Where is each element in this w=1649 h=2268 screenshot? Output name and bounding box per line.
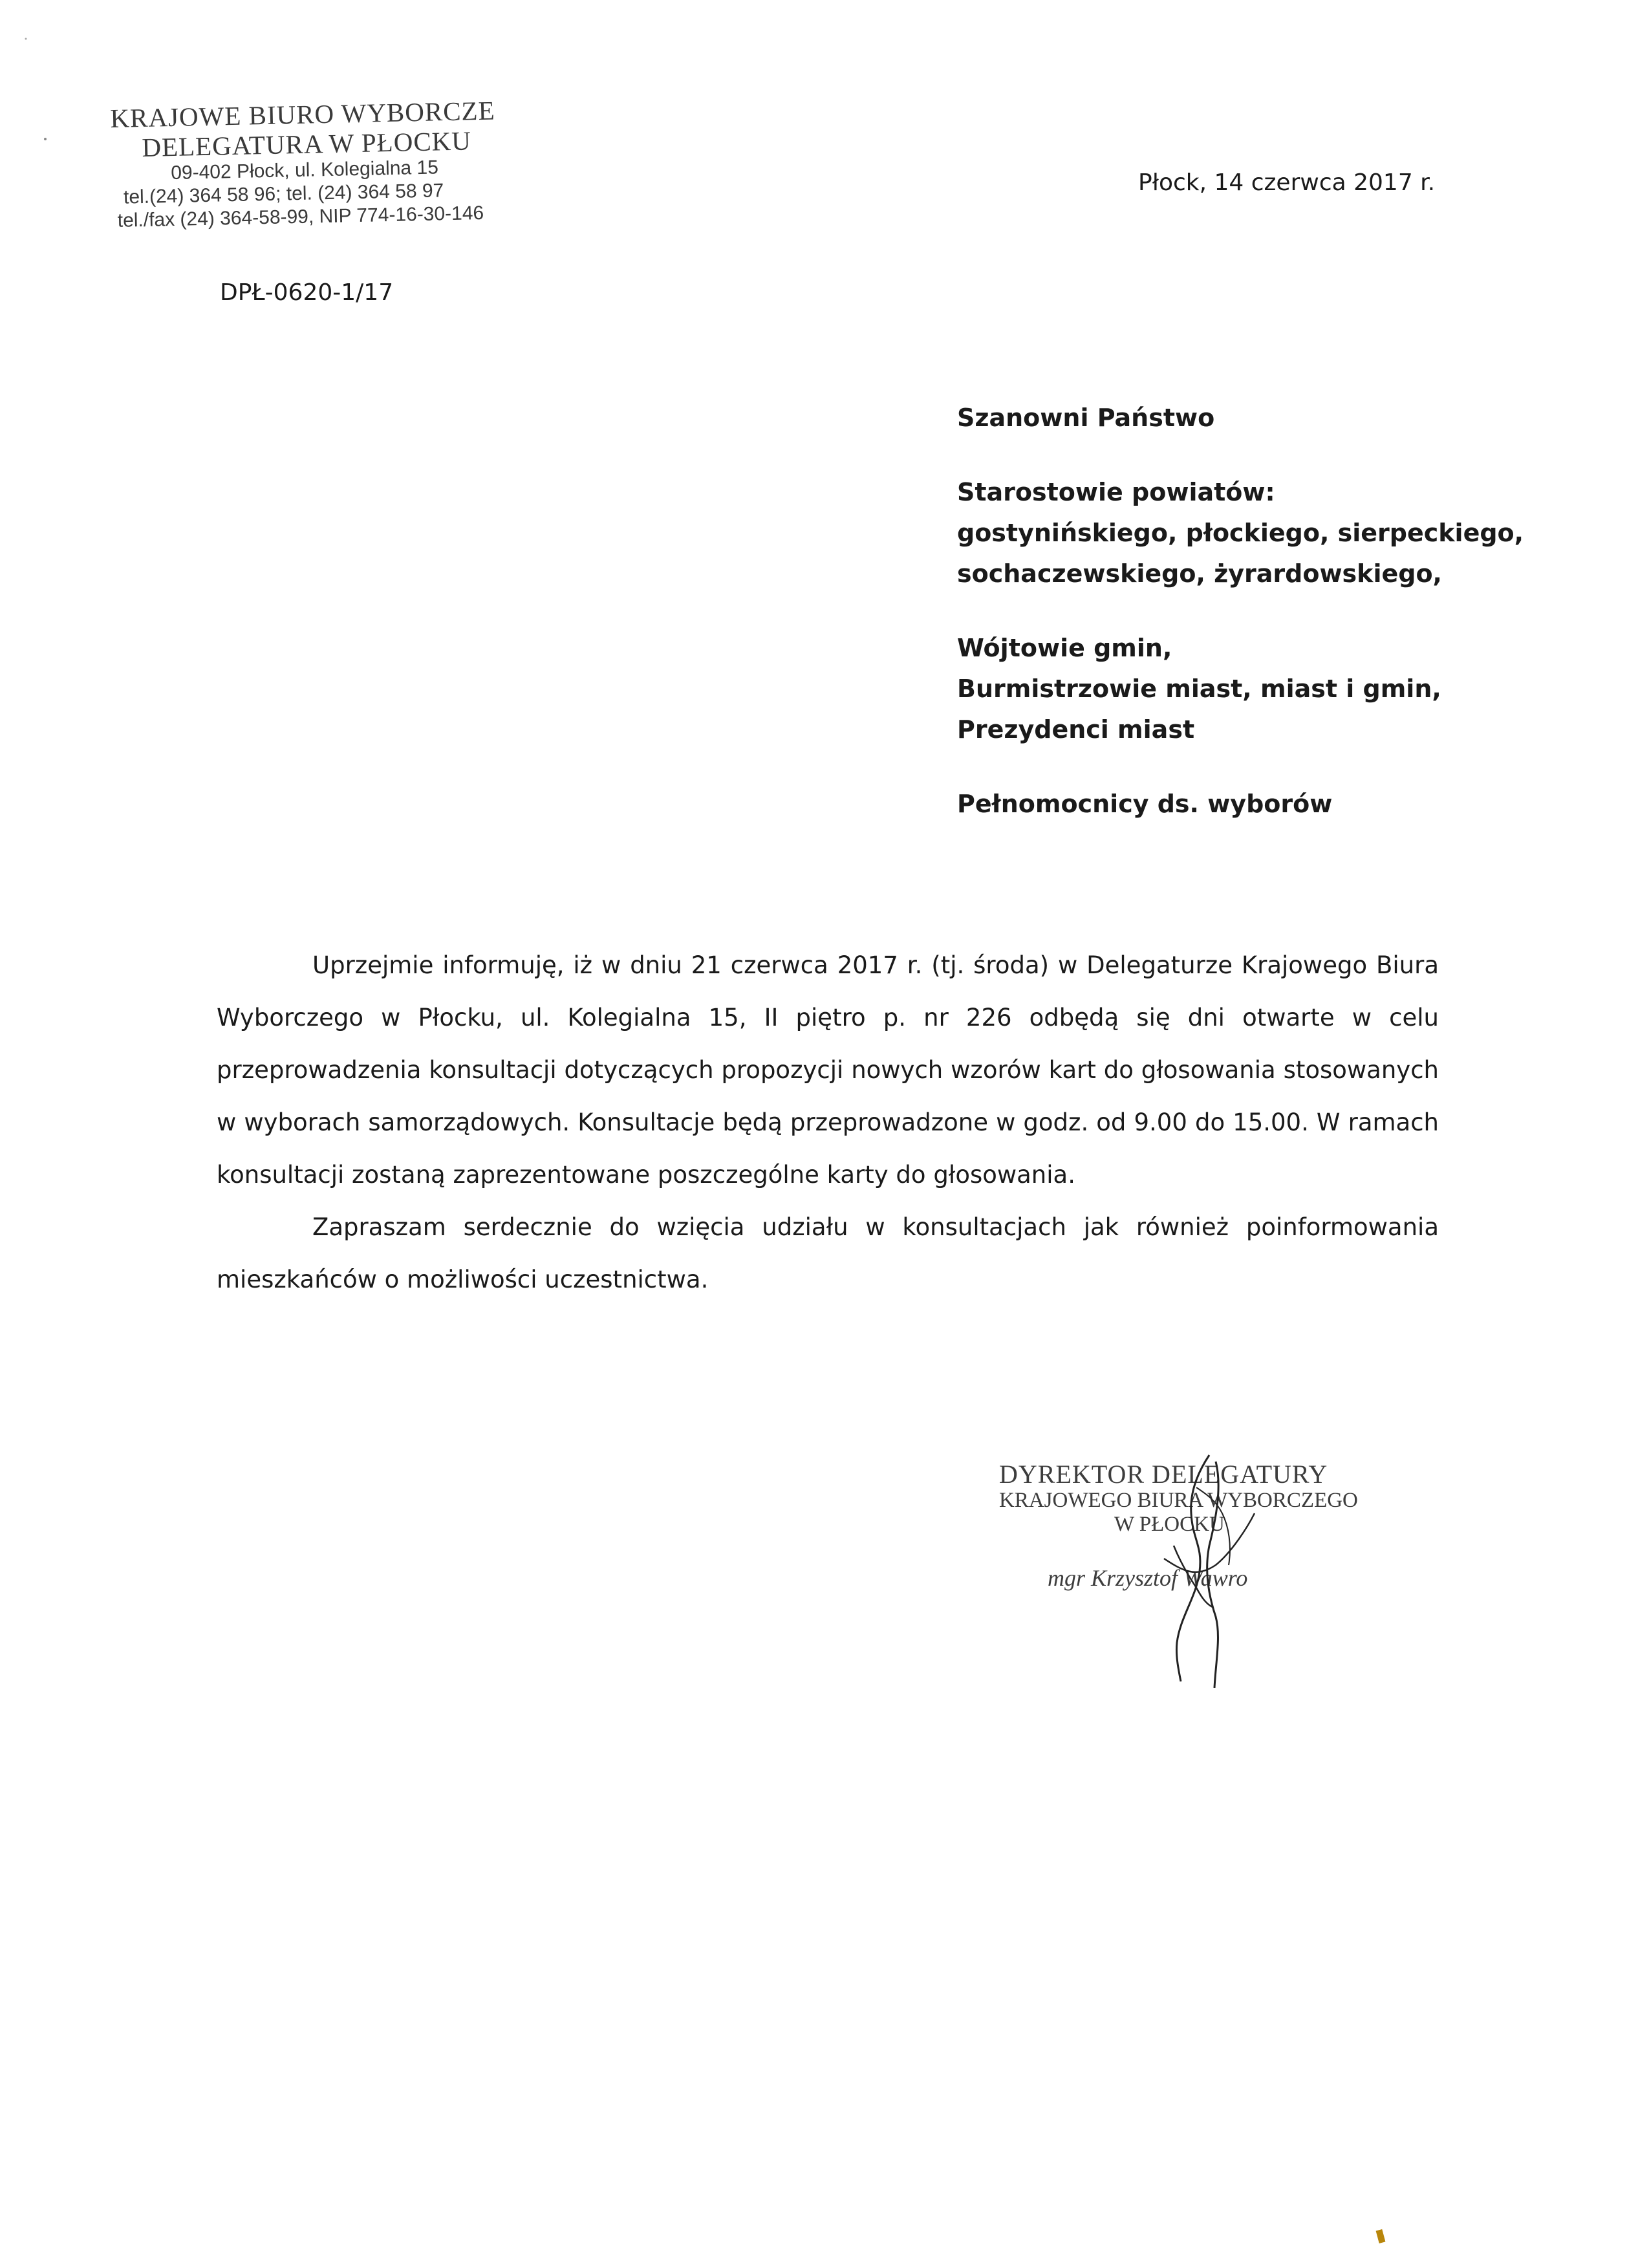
spacer xyxy=(957,594,1524,628)
signature-title-line3: W PŁOCKU xyxy=(1114,1513,1225,1536)
stamp-org-line2: DELEGATURA W PŁOCKU xyxy=(141,125,472,162)
pelnomocnicy: Pełnomocnicy ds. wyborów xyxy=(957,790,1333,818)
signature-name: mgr Krzysztof Wawro xyxy=(1048,1565,1248,1591)
body-paragraph-1: Uprzejmie informuję, iż w dniu 21 czerwca 2017 r. (tj. środa) w Delegaturze Krajowego Biura Wyborczego w Płocku, ul. Kolegialna 15, II piętro p. nr 226 odbędą się dni otwarte w celu przeprowadzenia konsultacji dotyczących propozycji nowych wzorów kart do głosowania stosowanych w wyborach samorządowych. Konsultacje będą przeprowadzone w godz. od 9.00 do 15.00. W ramach konsultacji zostaną zaprezentowane poszczególne karty do głosowania. xyxy=(217,951,1439,1189)
wojtowie: Wójtowie gmin, xyxy=(957,634,1172,662)
burmistrzowie: Burmistrzowie miast, miast i gmin, xyxy=(957,675,1441,703)
stamp-org-line1: KRAJOWE BIURO WYBORCZE xyxy=(110,95,496,133)
reference-number: DPŁ-0620-1/17 xyxy=(220,279,394,306)
starostowie-line2: sochaczewskiego, żyrardowskiego, xyxy=(957,559,1442,588)
salutation: Szanowni Państwo xyxy=(957,404,1215,432)
body-paragraph-2: Zapraszam serdecznie do wzięcia udziału w konsultacjach jak również poinformowania mieszkańców o możliwości uczestnictwa. xyxy=(217,1213,1439,1293)
stamp-address: 09-402 Płock, ul. Kolegialna 15 xyxy=(170,157,439,184)
starostowie-line1: gostynińskiego, płockiego, sierpeckiego, xyxy=(957,519,1524,547)
stamp-fax-nip: tel./fax (24) 364-58-99, NIP 774-16-30-146 xyxy=(117,202,484,232)
spacer xyxy=(957,750,1524,784)
stamp-phones: tel.(24) 364 58 96; tel. (24) 364 58 97 xyxy=(123,180,444,208)
handwritten-signature xyxy=(1119,1449,1280,1688)
prezydenci: Prezydenci miast xyxy=(957,715,1195,744)
spacer xyxy=(957,438,1524,472)
office-stamp xyxy=(110,94,565,233)
recipients-block xyxy=(957,398,1524,825)
letter-body xyxy=(217,939,1439,1306)
letter-date: Płock, 14 czerwca 2017 r. xyxy=(1138,169,1436,196)
starostowie-header: Starostowie powiatów: xyxy=(957,478,1275,506)
signature-title-line1: DYREKTOR DELEGATURY xyxy=(999,1460,1328,1489)
signature-title-line2: KRAJOWEGO BIURA WYBORCZEGO xyxy=(999,1489,1358,1512)
